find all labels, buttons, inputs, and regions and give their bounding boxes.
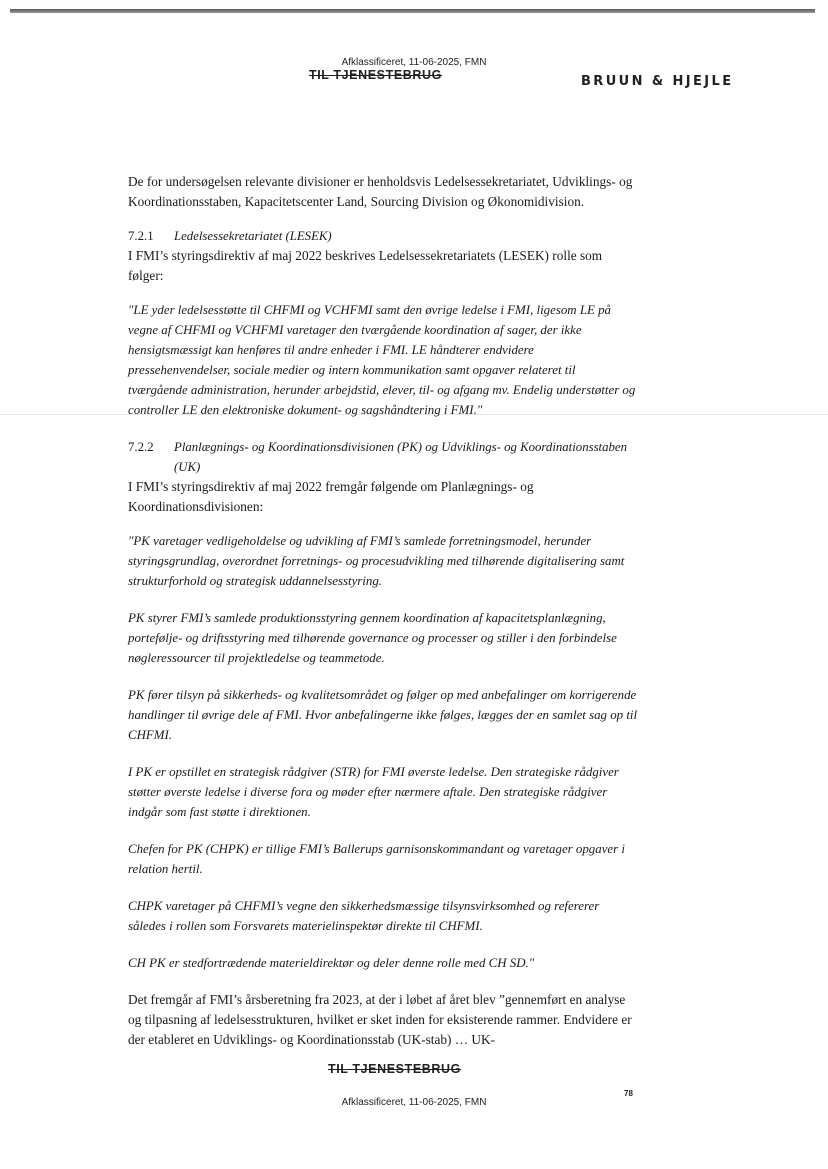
firm-logo: BRUUN & HJEJLE: [581, 74, 734, 89]
section-heading-7-2-1: [128, 226, 638, 246]
closing-paragraph: Det fremgår af FMI’s årsberetning fra 2023, at der i løbet af året blev ”gennemført en analyse og tilpasning af ledelsesstrukturen, hvilket er sket inden for eksisterende rammer. Endvidere er der etableret en Udviklings- og Koordinationsstab (UK-stab) … UK-: [128, 992, 632, 1047]
quote-paragraph: "PK varetager vedligeholdelse og udvikling af FMI’s samlede forretningsmodel, herunder styringsgrundlag, overordnet forretnings- og procesudvikling med tilhørende digitalisering samt strukturforhold og strategisk uddannelsesstyring.: [128, 534, 625, 588]
quote-paragraph: PK fører tilsyn på sikkerheds- og kvalitetsområdet og følger op med anbefalinger om korrigerende handlinger til øvrige dele af FMI. Hvor anbefalingerne ikke følges, lægges der en samlet sag op til CHFMI.: [128, 688, 638, 742]
section-lead-paragraph: I FMI’s styringsdirektiv af maj 2022 fremgår følgende om Planlægnings- og Koordinationsdivisionen:: [128, 479, 534, 514]
section-number: 7.2.2: [128, 440, 154, 454]
intro-paragraph: De for undersøgelsen relevante divisioner er henholdsvis Ledelsessekretariatet, Udviklings- og Koordinationsstaben, Kapacitetscenter Land, Sourcing Division og Økonomidivision.: [128, 174, 633, 209]
section-heading-7-2-2: [128, 437, 638, 477]
quote-block-lesek: [128, 300, 638, 420]
quote-paragraph: CHPK varetager på CHFMI’s vegne den sikkerhedsmæssige tilsynsvirksomhed og refererer således i rollen som Forsvarets materielinspektør direkte til CHFMI.: [128, 899, 600, 933]
page-number: 78: [624, 1089, 633, 1098]
quote-block-pk: [128, 531, 638, 973]
quote-paragraph: Chefen for PK (CHPK) er tillige FMI’s Ballerups garnisonskommandant og varetager opgaver i relation hertil.: [128, 842, 625, 876]
quote-paragraph: I PK er opstillet en strategisk rådgiver (STR) for FMI øverste ledelse. Den strategiske rådgiver støtter øverste ledelse i diverse fora og møder efter nærmere aftale. Den strategiske rådgiver indgår som fast støtte i direktionen.: [128, 765, 619, 819]
section-lead-paragraph: I FMI’s styringsdirektiv af maj 2022 beskrives Ledelsessekretariatets (LESEK) rolle som følger:: [128, 248, 603, 283]
section-title: Ledelsessekretariatet (LESEK): [174, 229, 332, 243]
quote-paragraph: PK styrer FMI’s samlede produktionsstyring gennem koordination af kapacitetsplanlægning, portefølje- og driftsstyring med tilhørende governance og processer og stiller i den forbindelse nøgleressourcer til projektledelse og teammetode.: [128, 611, 617, 665]
scan-edge: [10, 9, 815, 13]
quote-paragraph: CH PK er stedfortrædende materieldirektør og deler denne rolle med CH SD.": [128, 956, 535, 970]
declassified-stamp-bottom: Afklassificeret, 11-06-2025, FMN: [341, 1097, 487, 1108]
section-title: Planlægnings- og Koordinationsdivisionen (PK) og Udviklings- og Koordinationsstaben (UK): [174, 440, 627, 474]
quote-paragraph: "LE yder ledelsesstøtte til CHFMI og VCHFMI samt den øvrige ledelse i FMI, ligesom LE på vegne af CHFMI og VCHFMI varetager den tværgående koordination af sager, der ikke hensigtsmæssigt kan henføres til andre enheder i FMI. LE håndterer endvidere pressehenvendelser, sociale medier og intern kommunikation samt opgaver relateret til tværgående administration, herunder arbejdstid, elever, til- og afgang mv. Endelig understøtter og controller LE den elektroniske dokument- og sagshåndtering i FMI.": [128, 303, 636, 417]
section-number: 7.2.1: [128, 229, 154, 243]
document-body: [128, 172, 638, 1050]
declassified-stamp-top: Afklassificeret, 11-06-2025, FMN: [341, 57, 487, 68]
classification-footer: TIL TJENESTEBRUG: [328, 1062, 461, 1076]
classification-header: TIL TJENESTEBRUG: [309, 68, 442, 82]
